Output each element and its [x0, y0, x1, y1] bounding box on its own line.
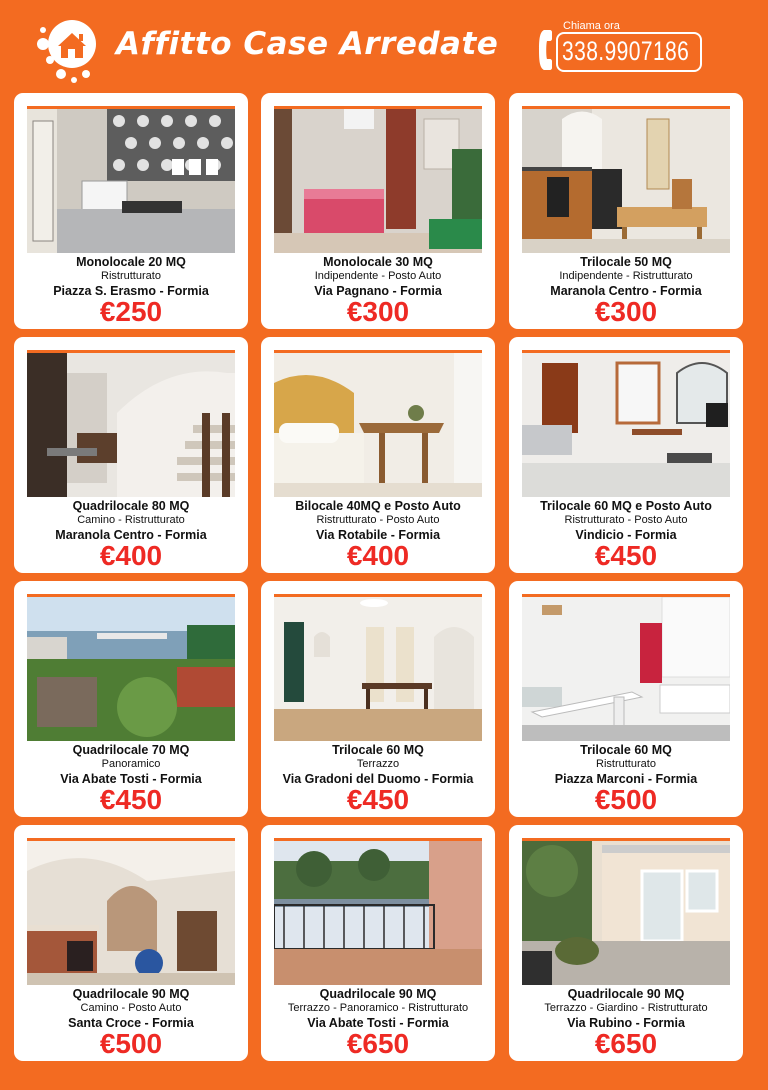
listing-card[interactable] [509, 337, 743, 573]
kitchenette-photo [27, 109, 235, 253]
listing-card[interactable] [261, 337, 495, 573]
listing-price: €450 [99, 784, 163, 815]
listing-location: Via Abate Tosti - Formia [60, 772, 202, 786]
listing-card[interactable] [14, 93, 248, 329]
listing-location: Santa Croce - Formia [68, 1016, 194, 1030]
listing-photo [27, 594, 235, 741]
listing-location: Via Pagnano - Formia [314, 284, 442, 298]
listing-price: €400 [99, 540, 163, 571]
bedroom-photo [274, 109, 482, 253]
listing-features: Terrazzo [356, 758, 400, 770]
listing-location: Via Rotabile - Formia [315, 528, 441, 542]
listing-title: Quadrilocale 80 MQ [72, 499, 190, 513]
listing-title: Trilocale 60 MQ [332, 743, 424, 757]
listing-title: Trilocale 50 MQ [580, 255, 672, 269]
listing-features: Terrazzo - Giardino - Ristrutturato [544, 1002, 708, 1014]
listing-location: Vindicio - Formia [575, 528, 677, 542]
listing-card[interactable] [509, 581, 743, 817]
listing-price: €300 [346, 296, 410, 327]
kitchen-dining-photo [522, 109, 730, 253]
listing-title: Quadrilocale 90 MQ [72, 987, 190, 1001]
listing-location: Maranola Centro - Formia [550, 284, 702, 298]
stairs-fireplace-photo [27, 353, 235, 497]
listing-card[interactable] [509, 93, 743, 329]
listing-title: Quadrilocale 90 MQ [567, 987, 685, 1001]
harbor-view-photo [27, 597, 235, 741]
listing-title: Monolocale 30 MQ [323, 255, 433, 269]
listing-photo [27, 350, 235, 497]
garden-courtyard-photo [522, 841, 730, 985]
listing-photo [274, 838, 482, 985]
listing-price: €400 [346, 540, 410, 571]
listing-photo [522, 350, 730, 497]
arched-living-photo [27, 841, 235, 985]
listing-location: Maranola Centro - Formia [55, 528, 207, 542]
terrace-photo [274, 841, 482, 985]
listing-features: Camino - Ristrutturato [77, 514, 185, 526]
listing-card[interactable] [14, 337, 248, 573]
listing-card[interactable] [261, 93, 495, 329]
listing-price: €500 [99, 1028, 163, 1059]
page-header [0, 0, 768, 90]
listing-title: Bilocale 40MQ e Posto Auto [295, 499, 461, 513]
listing-photo [522, 106, 730, 253]
white-kitchen-photo [522, 597, 730, 741]
listing-price: €650 [594, 1028, 658, 1059]
bed-console-photo [274, 353, 482, 497]
listing-photo [274, 106, 482, 253]
listing-card[interactable] [261, 825, 495, 1061]
listing-title: Trilocale 60 MQ [580, 743, 672, 757]
listing-features: Panoramico [101, 758, 161, 770]
listing-price: €250 [99, 296, 163, 327]
listing-photo [274, 594, 482, 741]
listing-features: Ristrutturato - Posto Auto [564, 514, 688, 526]
listing-price: €450 [594, 540, 658, 571]
listing-features: Terrazzo - Panoramico - Ristrutturato [287, 1002, 469, 1014]
listing-location: Via Rubino - Formia [567, 1016, 685, 1030]
listing-photo [522, 838, 730, 985]
listing-location: Via Gradoni del Duomo - Formia [282, 772, 474, 786]
listing-price: €650 [346, 1028, 410, 1059]
phone-handset-icon [538, 28, 558, 72]
house-logo-icon [34, 14, 106, 86]
listing-price: €500 [594, 784, 658, 815]
listing-photo [27, 106, 235, 253]
listing-features: Indipendente - Ristrutturato [559, 270, 693, 282]
listing-features: Indipendente - Posto Auto [314, 270, 442, 282]
living-room-photo [522, 353, 730, 497]
listing-title: Quadrilocale 70 MQ [72, 743, 190, 757]
listing-price: €300 [594, 296, 658, 327]
listing-features: Ristrutturato [596, 758, 656, 770]
listing-card[interactable] [261, 581, 495, 817]
listing-features: Ristrutturato - Posto Auto [316, 514, 440, 526]
listing-features: Ristrutturato [101, 270, 161, 282]
call-now-label: Chiama ora [560, 20, 623, 32]
listing-title: Monolocale 20 MQ [76, 255, 186, 269]
listing-features: Camino - Posto Auto [80, 1002, 182, 1014]
listing-photo [274, 350, 482, 497]
listing-price: €450 [346, 784, 410, 815]
listing-location: Piazza S. Erasmo - Formia [53, 284, 209, 298]
listing-card[interactable] [14, 581, 248, 817]
listing-photo [522, 594, 730, 741]
phone-number[interactable]: 338.9907186 [562, 36, 690, 66]
listing-photo [27, 838, 235, 985]
listing-title: Trilocale 60 MQ e Posto Auto [540, 499, 712, 513]
dining-room-photo [274, 597, 482, 741]
listing-card[interactable] [14, 825, 248, 1061]
listing-location: Via Abate Tosti - Formia [307, 1016, 449, 1030]
brand-title: Affitto Case Arredate [116, 26, 499, 62]
listing-title: Quadrilocale 90 MQ [319, 987, 437, 1001]
listing-location: Piazza Marconi - Formia [554, 772, 698, 786]
phone-contact[interactable] [538, 22, 702, 74]
listing-card[interactable] [509, 825, 743, 1061]
